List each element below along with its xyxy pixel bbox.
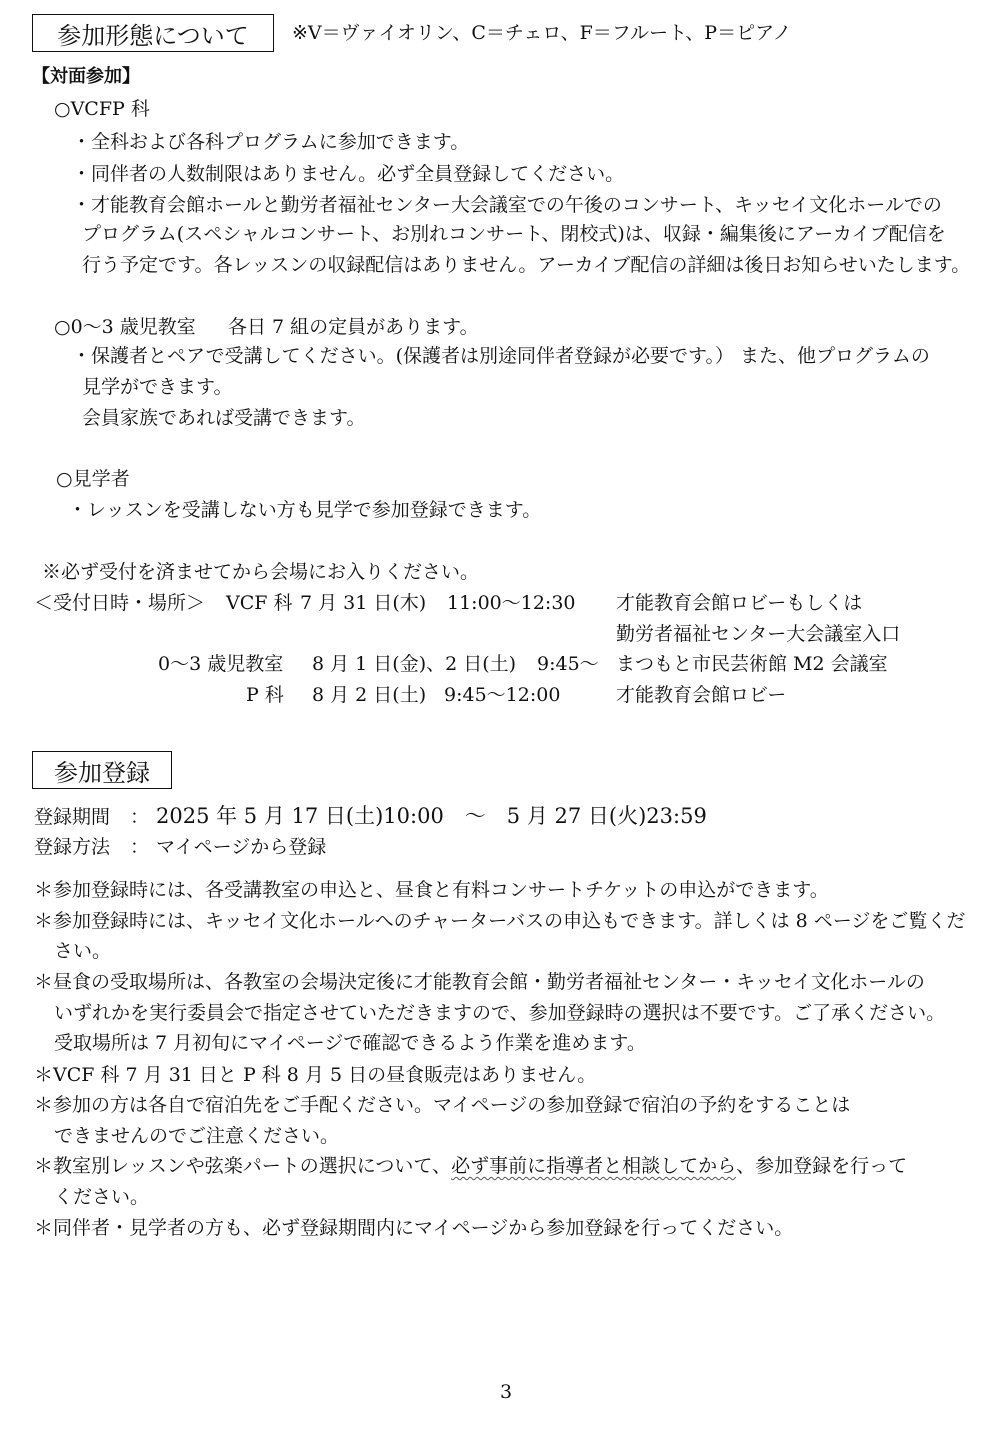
reception-place: 才能教育会館ロビー xyxy=(616,684,787,706)
reception-time: 9:45～ xyxy=(537,653,599,675)
page-number: 3 xyxy=(499,1381,513,1403)
reception-place: 才能教育会館ロビーもしくは xyxy=(616,592,863,614)
vcfp-bullet: ・才能教育会館ホールと勤労者福祉センター大会議室での午後のコンサート、キッセイ文化ホールでの xyxy=(72,194,942,216)
reception-label: ＜受付日時・場所＞ xyxy=(34,592,206,614)
note-post: 、参加登録を行って xyxy=(736,1155,908,1177)
note-pre: ＊教室別レッスンや弦楽パートの選択について、 xyxy=(34,1155,452,1177)
reception-class: VCF 科 xyxy=(226,592,293,614)
section-title-participation: 参加形態について xyxy=(32,14,274,52)
registration-note: ＊VCF 科 7 月 31 日と P 科 8 月 5 日の昼食販売はありません。 xyxy=(34,1064,597,1086)
registration-note-cont: さい。 xyxy=(54,940,112,962)
infant-capacity: 各日 7 組の定員があります。 xyxy=(228,316,479,338)
reception-date: 8 月 1 日(金)、2 日(土) xyxy=(312,653,517,675)
reception-class: P 科 xyxy=(246,684,284,706)
note-underlined-text: 必ず事前に指導者と相談してから xyxy=(451,1155,737,1177)
vcfp-bullet-cont: 行う予定です。各レッスンの収録配信はありません。アーカイブ配信の詳細は後日お知らせいたします。 xyxy=(82,254,971,276)
registration-note-cont: 受取場所は 7 月初旬にマイページで確認できるよう作業を進めます。 xyxy=(54,1032,646,1054)
infant-heading: ○0～3 歳児教室 xyxy=(54,316,196,338)
infant-bullet-cont: 会員家族であれば受講できます。 xyxy=(82,407,366,429)
subhead-in-person: 【対面参加】 xyxy=(32,66,140,87)
period-value: 2025 年 5 月 17 日(土)10:00 ～ 5 月 27 日(火)23:59 xyxy=(156,804,707,828)
observer-heading: ○見学者 xyxy=(56,468,130,490)
observer-bullet: ・レッスンを受講しない方も見学で参加登録できます。 xyxy=(68,499,542,521)
reception-place: 勤労者福祉センター大会議室入口 xyxy=(616,623,901,645)
registration-note-cont: いずれかを実行委員会で指定させていただきますので、参加登録時の選択は不要です。ご了承ください。 xyxy=(54,1002,946,1024)
infant-bullet: ・保護者とペアで受講してください。(保護者は別途同伴者登録が必要です。） また、他プログラムの xyxy=(72,345,930,367)
period-colon: ： xyxy=(130,806,150,828)
section-title-registration: 参加登録 xyxy=(32,751,172,789)
method-colon: ： xyxy=(130,836,150,858)
registration-note: ＊参加登録時には、キッセイ文化ホールへのチャーターバスの申込もできます。詳しくは 8 ページをご覧くだ xyxy=(34,910,966,932)
method-value: マイページから登録 xyxy=(156,836,327,858)
vcfp-bullet: ・全科および各科プログラムに参加できます。 xyxy=(72,131,470,153)
reception-date: 8 月 2 日(土) xyxy=(312,684,427,706)
registration-note: ＊参加の方は各自で宿泊先をご手配ください。マイページの参加登録で宿泊の予約をすることは xyxy=(34,1094,851,1116)
registration-note-cont: できませんのでご注意ください。 xyxy=(54,1125,340,1147)
vcfp-bullet-cont: プログラム(スペシャルコンサート、お別れコンサート、閉校式)は、収録・編集後にアーカイブ配信を xyxy=(82,223,946,245)
vcfp-bullet: ・同伴者の人数制限はありません。必ず全員登録してください。 xyxy=(72,163,625,185)
reception-notice: ※必ず受付を済ませてから会場にお入りください。 xyxy=(42,561,480,583)
registration-note: ＊同伴者・見学者の方も、必ず登録期間内にマイページから参加登録を行ってください。 xyxy=(34,1217,794,1239)
registration-note: ＊昼食の受取場所は、各教室の会場決定後に才能教育会館・勤労者福祉センター・キッセイ文化ホールの xyxy=(34,971,925,993)
reception-class: 0～3 歳児教室 xyxy=(158,653,284,675)
reception-time: 11:00～12:30 xyxy=(447,592,576,614)
reception-time: 9:45～12:00 xyxy=(444,684,561,706)
reception-place: まつもと市民芸術館 M2 会議室 xyxy=(616,653,888,675)
reception-date: 7 月 31 日(木) xyxy=(300,592,427,614)
period-label: 登録期間 xyxy=(34,806,111,828)
registration-note: ＊参加登録時には、各受講教室の申込と、昼食と有料コンサートチケットの申込ができます。 xyxy=(34,879,829,901)
registration-note-cont: ください。 xyxy=(54,1186,150,1208)
registration-note-underlined xyxy=(34,1157,907,1176)
infant-bullet-cont: 見学ができます。 xyxy=(82,376,233,398)
vcfp-heading: ○VCFP 科 xyxy=(54,98,150,120)
instrument-legend: ※V＝ヴァイオリン、C＝チェロ、F＝フルート、P＝ピアノ xyxy=(292,22,792,44)
method-label: 登録方法 xyxy=(34,836,111,858)
